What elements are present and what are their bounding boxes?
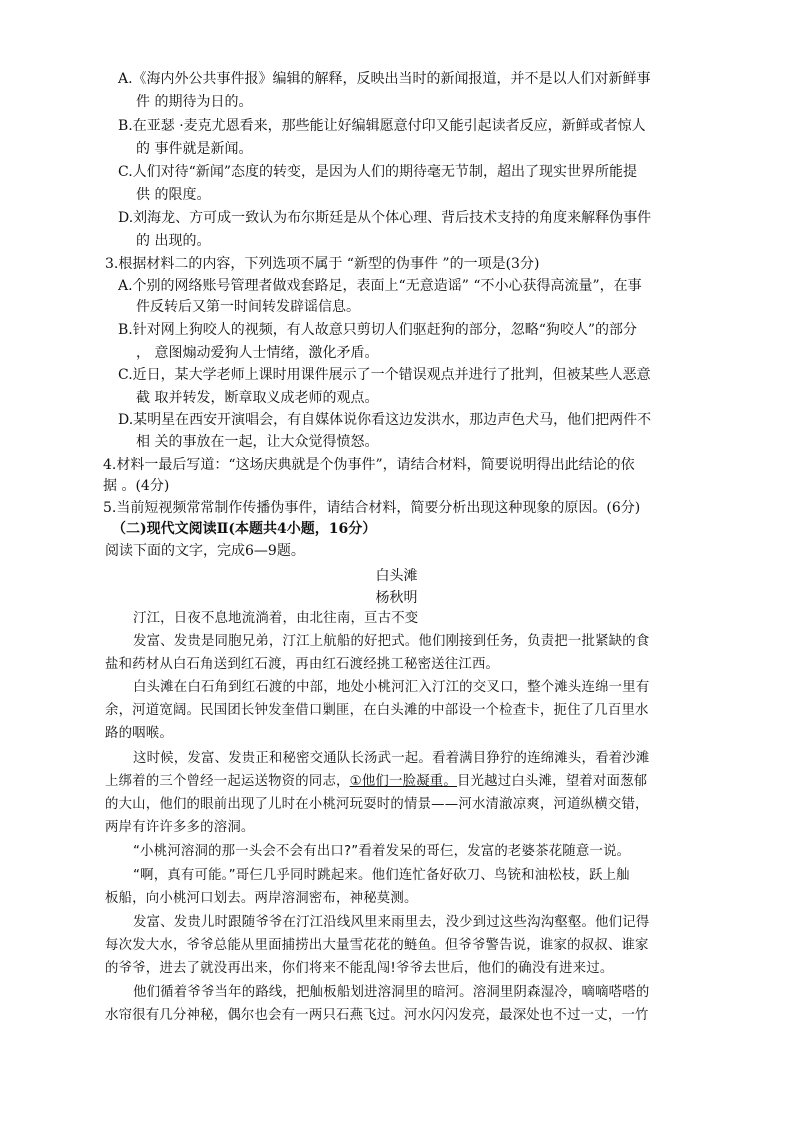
option-d-line2: 的 出现的。 [136,233,211,249]
paragraph-3-line2: 余，河道宽阔。民国团长钟发奎借口剿匪，在白头滩的中部设一个检查卡，扼住了几百里水 [105,703,649,718]
paragraph-5: “小桃河溶洞的那一头会不会有出口?”看着发呆的哥仨，发富的老婆茶花随意一说。 [133,844,631,859]
paragraph-4-line2 [105,772,647,792]
question-4-line1: 4.材料一最后写道：“这场庆典就是个伪事件”，请结合材料，简要说明得出此结论的依 [103,457,635,473]
article-author: 杨秋明 [375,590,418,606]
underlined-sentence-1: ①他们一脸凝重。 [349,774,457,789]
q3-option-d-line2: 相 关的事放在一起，让大众觉得愤怒。 [136,434,379,450]
option-d-line1: D.刘海龙、方可成一致认为布尔斯廷是从个体心理、背后技术支持的角度来解释伪事件 [118,210,652,226]
paragraph-8-line1: 他们循着爷爷当年的路线，把舢板船划进溶洞里的暗河。溶洞里阴森湿冷，嘀嘀嗒嗒的 [133,985,650,1000]
paragraph-1: 汀江，日夜不息地流淌着，由北往南，亘古不变 [133,611,419,626]
paragraph-6-line2: 板船，向小桃河口划去。两岸溶洞密布，神秘莫测。 [105,891,418,906]
article-title: 白头滩 [375,568,418,584]
option-b-line2: 的 事件就是新闻。 [136,141,253,157]
paragraph-7-line3: 的爷爷，进去了就没再出来，你们将来不能乱闯!爷爷去世后，他们的确没有进来过。 [105,961,614,976]
paragraph-8-line2: 水帘很有几分神秘，偶尔也会有一两只石燕飞过。河水闪闪发亮，最深处也不过一丈，一竹 [105,1008,649,1023]
paragraph-4-line4: 两岸有许许多多的溶洞。 [105,820,255,835]
q3-option-a-line1: A.个别的网络账号管理者做戏套路足，表面上“无意造谣” “不小心获得高流量”，在事 [118,278,642,294]
q3-option-c-line1: C.近日，某大学老师上课时用课件展示了一个错误观点并进行了批判，但被某些人恶意 [118,367,651,383]
paragraph-7-line2: 每次发大水，爷爷总能从里面捕捞出大量雪花花的鲢鱼。但爷爷警告说，谁家的叔叔、谁家 [105,938,649,953]
paragraph-7-line1: 发富、发贵儿时跟随爷爷在汀江沿线风里来雨里去，没少到过这些沟沟壑壑。他们记得 [133,915,650,930]
paragraph-6-line1: “啊，真有可能。”哥仨几乎同时跳起来。他们连忙备好砍刀、鸟铳和油松枝，跃上舢 [133,868,630,883]
option-b-line1: B.在亚瑟 ·麦克尤恩看来，那些能让好编辑愿意付印又能引起读者反应，新鲜或者惊人 [118,118,646,134]
option-c-line2: 供 的限度。 [136,187,211,203]
q3-option-a-line2: 件反转后又第一时间转发辟谣信息。 [136,299,360,315]
q3-option-b-line1: B.针对网上狗咬人的视频，有人故意只剪切人们驱赶狗的部分，忽略“狗咬人”的部分 [118,322,638,338]
q3-option-d-line1: D.某明星在西安开演唱会，有自媒体说你看这边发洪水，那边声色犬马，他们把两件不 [118,412,652,428]
option-c-line1: C.人们对待“新闻”态度的转变，是因为人们的期待毫无节制，超出了现实世界所能提 [118,164,637,180]
reading-instruction: 阅读下面的文字，完成6—9题。 [105,543,305,559]
paragraph-2-line2: 盐和药材从白石角送到红石渡，再由红石渡经挑工秘密送往江西。 [105,657,500,672]
paragraph-3-line1: 白头滩在白石角到红石渡的中部，地处小桃河汇入汀江的交叉口，整个滩头连绵一里有 [133,680,650,695]
paragraph-4-line3: 的大山，他们的眼前出现了儿时在小桃河玩耍时的情景——河水清澈凉爽，河道纵横交错， [105,797,649,812]
section-heading: （二)现代文阅读Ⅱ(本题共4小题，16分） [112,521,377,537]
question-5: 5.当前短视频常常制作传播伪事件，请结合材料，简要分析出现这种现象的原因。(6分) [103,500,641,516]
option-a-line2: 件 的期待为日的。 [136,94,253,110]
q3-option-b-line2: ， 意图煽动爱狗人士情绪，激化矛盾。 [136,345,379,361]
question-4-line2: 据 。(4分) [103,478,170,494]
question-3-stem: 3.根据材料二的内容，下列选项不属于 “新型的伪事件 ”的一项是(3分) [105,256,540,272]
paragraph-4-text-a: 上绑着的三个曾经一起运送物资的同志， [105,774,350,789]
paragraph-3-line3: 路的咽喉。 [105,726,173,741]
option-a-line1: A.《海内外公共事件报》编辑的解释，反映出当时的新闻报道，并不是以人们对新鲜事 [118,71,651,87]
paragraph-4-line1: 这时候，发富、发贵正和秘密交通队长汤武一起。看着满目狰狞的连绵滩头，看着沙滩 [133,751,650,766]
q3-option-c-line2: 截 取并转发，断章取义成老师的观点。 [136,390,379,406]
paragraph-2-line1: 发富、发贵是同胞兄弟，汀江上航船的好把式。他们刚接到任务，负责把一批紧缺的食 [133,634,650,649]
paragraph-4-text-b: 目光越过白头滩，望着对面葱郁 [456,774,648,789]
